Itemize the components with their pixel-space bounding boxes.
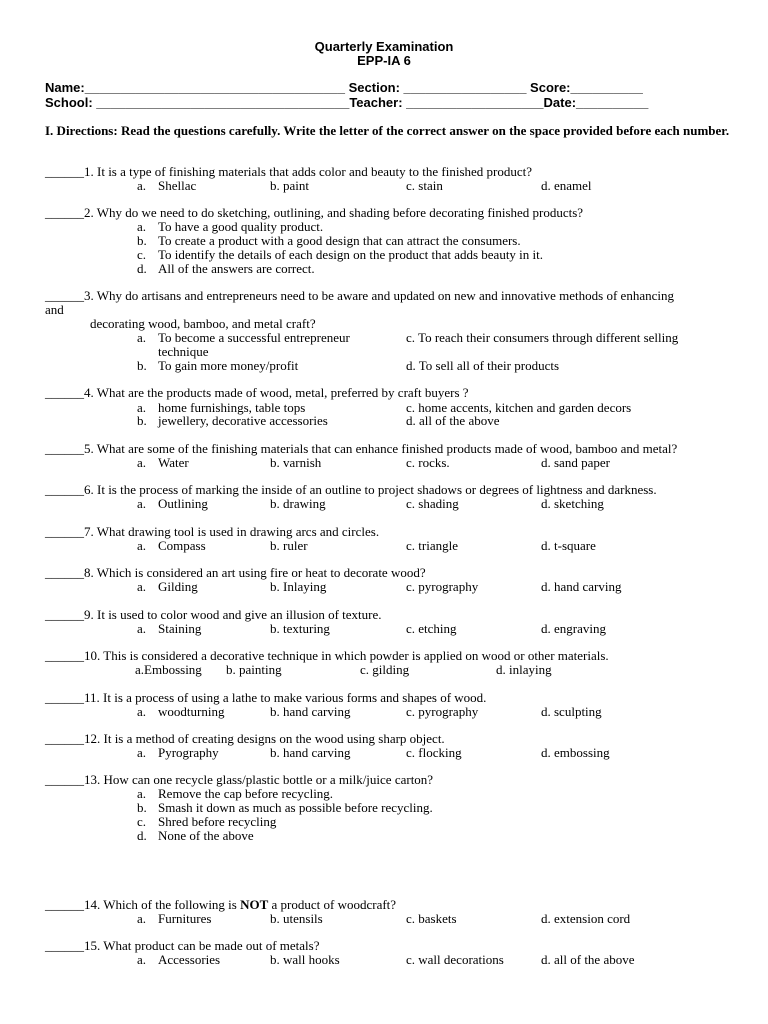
option-letter: b. <box>137 800 147 815</box>
question-8: ______8. Which is considered an art using fire or heat to decorate wood? <box>45 565 426 580</box>
question-3-wrap: and <box>45 302 64 317</box>
question-2: ______2. Why do we need to do sketching, outlining, and shading before decorating finished products? <box>45 205 584 220</box>
q5-option-b: b. varnish <box>270 455 322 470</box>
q7-option-a: Compass <box>158 538 206 553</box>
q4-option-d: d. all of the above <box>406 413 500 428</box>
q10-option-c: c. gilding <box>360 662 410 677</box>
q7-option-d: d. t-square <box>541 538 596 553</box>
q3-option-b: To gain more money/profit <box>158 358 299 373</box>
q8-option-a: Gilding <box>158 579 198 594</box>
q15-option-d: d. all of the above <box>541 952 635 967</box>
option-letter: d. <box>137 828 147 843</box>
q2-option-b: To create a product with a good design that can attract the consumers. <box>158 233 521 248</box>
q10-option-b: b. painting <box>226 662 282 677</box>
q3-option-a: To become a successful entrepreneur <box>158 330 350 345</box>
directions: I. Directions: Read the questions carefully. Write the letter of the correct answer on the space provided before each number. <box>45 123 730 138</box>
q14-option-b: b. utensils <box>270 911 323 926</box>
option-letter: c. <box>137 814 147 829</box>
q9-option-c: c. etching <box>406 621 457 636</box>
q6-option-d: d. sketching <box>541 496 604 511</box>
option-letter: b. <box>137 358 147 373</box>
q5-option-a: Water <box>158 455 189 470</box>
question-4: ______4. What are the products made of wood, metal, preferred by craft buyers ? <box>45 385 469 400</box>
q10-option-a: a.Embossing <box>135 662 202 677</box>
q12-option-d: d. embossing <box>541 745 610 760</box>
q9-option-d: d. engraving <box>541 621 606 636</box>
q5-option-d: d. sand paper <box>541 455 610 470</box>
question-1: ______1. It is a type of finishing materials that adds color and beauty to the finished product? <box>45 164 533 179</box>
option-letter: d. <box>137 261 147 276</box>
question-15: ______15. What product can be made out of metals? <box>45 938 320 953</box>
question-7: ______7. What drawing tool is used in drawing arcs and circles. <box>45 524 380 539</box>
option-letter: a. <box>137 538 147 553</box>
q3-option-c: c. To reach their consumers through different selling <box>406 330 679 345</box>
option-letter: c. <box>137 247 147 262</box>
q6-option-b: b. drawing <box>270 496 326 511</box>
q2-option-d: All of the answers are correct. <box>158 261 315 276</box>
q4-option-b: jewellery, decorative accessories <box>158 413 328 428</box>
question-10: ______10. This is considered a decorative technique in which powder is applied on wood or other materials. <box>45 648 609 663</box>
option-letter: a. <box>137 911 147 926</box>
q14-option-a: Furnitures <box>158 911 212 926</box>
option-letter: a. <box>137 330 147 345</box>
q10-option-d: d. inlaying <box>496 662 552 677</box>
q13-option-d: None of the above <box>158 828 254 843</box>
q6-option-a: Outlining <box>158 496 208 511</box>
q12-option-b: b. hand carving <box>270 745 351 760</box>
option-letter: a. <box>137 455 147 470</box>
option-letter: a. <box>137 704 147 719</box>
q8-option-d: d. hand carving <box>541 579 622 594</box>
q12-option-a: Pyrography <box>158 745 219 760</box>
q13-option-c: Shred before recycling <box>158 814 277 829</box>
question-11: ______11. It is a process of using a lathe to make various forms and shapes of wood. <box>45 690 487 705</box>
q14-option-c: c. baskets <box>406 911 457 926</box>
question-9: ______9. It is used to color wood and give an illusion of texture. <box>45 607 382 622</box>
q7-option-c: c. triangle <box>406 538 458 553</box>
question-12: ______12. It is a method of creating designs on the wood using sharp object. <box>45 731 445 746</box>
q4-option-a: home furnishings, table tops <box>158 400 306 415</box>
question-14-emphasis: NOT <box>240 897 269 912</box>
question-5: ______5. What are some of the finishing materials that can enhance finished products made of wood, bamboo and metal? <box>45 441 678 456</box>
q13-option-a: Remove the cap before recycling. <box>158 786 334 801</box>
q14-option-d: d. extension cord <box>541 911 631 926</box>
q1-option-b: b. paint <box>270 178 309 193</box>
exam-title: Quarterly Examination <box>314 39 454 54</box>
q15-option-a: Accessories <box>158 952 221 967</box>
q8-option-b: b. Inlaying <box>270 579 327 594</box>
q12-option-c: c. flocking <box>406 745 462 760</box>
q4-option-c: c. home accents, kitchen and garden decors <box>406 400 632 415</box>
option-letter: a. <box>137 400 147 415</box>
option-letter: a. <box>137 178 147 193</box>
q9-option-a: Staining <box>158 621 202 636</box>
q9-option-b: b. texturing <box>270 621 330 636</box>
q2-option-a: To have a good quality product. <box>158 219 324 234</box>
option-letter: b. <box>137 413 147 428</box>
option-letter: a. <box>137 219 147 234</box>
q3-option-d: d. To sell all of their products <box>406 358 560 373</box>
q1-option-c: c. stain <box>406 178 443 193</box>
q3-option-c-wrap: technique <box>158 344 209 359</box>
q2-option-c: To identify the details of each design on the product that adds beauty in it. <box>158 247 544 262</box>
q11-option-d: d. sculpting <box>541 704 602 719</box>
q15-option-c: c. wall decorations <box>406 952 504 967</box>
q6-option-c: c. shading <box>406 496 459 511</box>
q11-option-c: c. pyrography <box>406 704 479 719</box>
option-letter: b. <box>137 233 147 248</box>
question-6: ______6. It is the process of marking the inside of an outline to project shadows or degrees of lightness and darkness. <box>45 482 657 497</box>
option-letter: a. <box>137 952 147 967</box>
q11-option-a: woodturning <box>158 704 225 719</box>
option-letter: a. <box>137 786 147 801</box>
question-14-pre: ______14. Which of the following is <box>45 897 241 912</box>
q5-option-c: c. rocks. <box>406 455 450 470</box>
name-section-score-line: Name:____________________________________ Section: _________________ Score:__________ <box>45 80 643 95</box>
q8-option-c: c. pyrography <box>406 579 479 594</box>
option-letter: a. <box>137 579 147 594</box>
option-letter: a. <box>137 745 147 760</box>
q15-option-b: b. wall hooks <box>270 952 340 967</box>
question-13: ______13. How can one recycle glass/plastic bottle or a milk/juice carton? <box>45 772 434 787</box>
question-14-post: a product of woodcraft? <box>268 897 397 912</box>
question-3: ______3. Why do artisans and entrepreneurs need to be aware and updated on new and innovative methods of enhancing <box>45 288 674 303</box>
q1-option-a: Shellac <box>158 178 197 193</box>
q13-option-b: Smash it down as much as possible before recycling. <box>158 800 433 815</box>
q11-option-b: b. hand carving <box>270 704 351 719</box>
q1-option-d: d. enamel <box>541 178 592 193</box>
option-letter: a. <box>137 621 147 636</box>
q7-option-b: b. ruler <box>270 538 308 553</box>
school-teacher-date-line: School: ___________________________________Teacher: ___________________Date:__________ <box>45 95 649 110</box>
exam-subtitle: EPP-IA 6 <box>357 53 411 68</box>
option-letter: a. <box>137 496 147 511</box>
question-14 <box>45 898 396 912</box>
question-3-line2: decorating wood, bamboo, and metal craft? <box>90 316 316 331</box>
